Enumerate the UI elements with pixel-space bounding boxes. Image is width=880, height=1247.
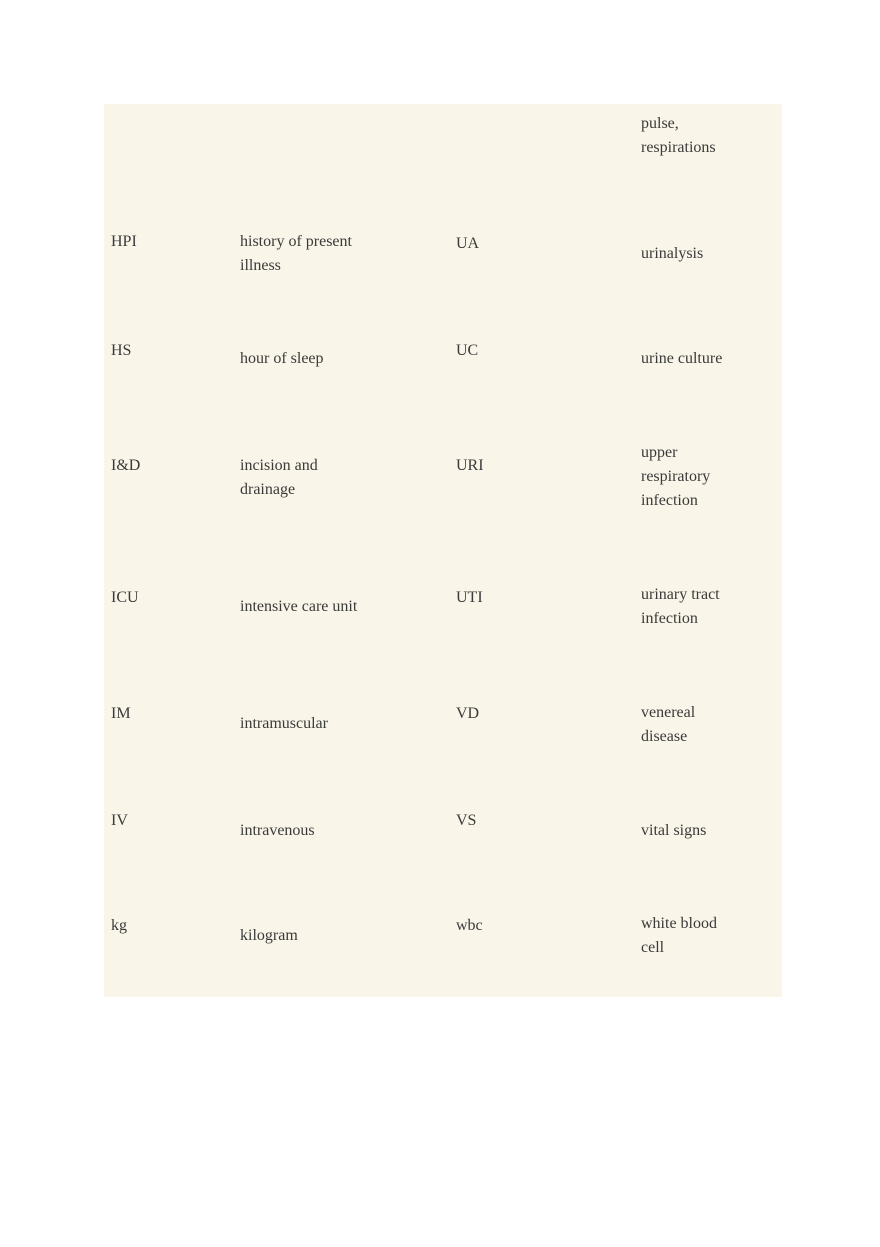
abbreviation-cell: IM — [111, 705, 131, 722]
abbreviation-cell: HS — [111, 342, 132, 359]
meaning-cell: incision and drainage — [240, 457, 318, 498]
abbreviation-cell: IV — [111, 812, 128, 829]
meaning-cell: intensive care unit — [240, 598, 358, 615]
abbreviation-cell: VD — [456, 705, 480, 722]
abbreviation-cell: wbc — [456, 917, 483, 934]
abbreviation-cell: UC — [456, 342, 479, 359]
meaning-cell: urine culture — [641, 350, 723, 367]
abbreviation-cell: UA — [456, 235, 480, 252]
meaning-cell: venereal disease — [641, 704, 696, 745]
meaning-cell: intramuscular — [240, 715, 328, 732]
meaning-cell: kilogram — [240, 927, 298, 944]
abbreviation-cell: ICU — [111, 589, 139, 606]
meaning-cell: history of present illness — [240, 233, 352, 274]
abbreviation-cell: kg — [111, 917, 127, 934]
abbreviation-cell: HPI — [111, 233, 137, 250]
meaning-cell: upper respiratory infection — [641, 444, 711, 509]
meaning-cell: white blood cell — [641, 915, 717, 956]
meaning-cell: intravenous — [240, 822, 315, 839]
abbreviation-cell: VS — [456, 812, 477, 829]
abbreviation-cell: I&D — [111, 457, 141, 474]
abbreviation-cell: URI — [456, 457, 484, 474]
meaning-cell: urinalysis — [641, 245, 704, 262]
abbreviation-cell: UTI — [456, 589, 483, 606]
continued-meaning: pulse, respirations — [641, 115, 716, 156]
meaning-cell: urinary tract infection — [641, 586, 720, 627]
meaning-cell: hour of sleep — [240, 350, 324, 367]
meaning-cell: vital signs — [641, 822, 707, 839]
